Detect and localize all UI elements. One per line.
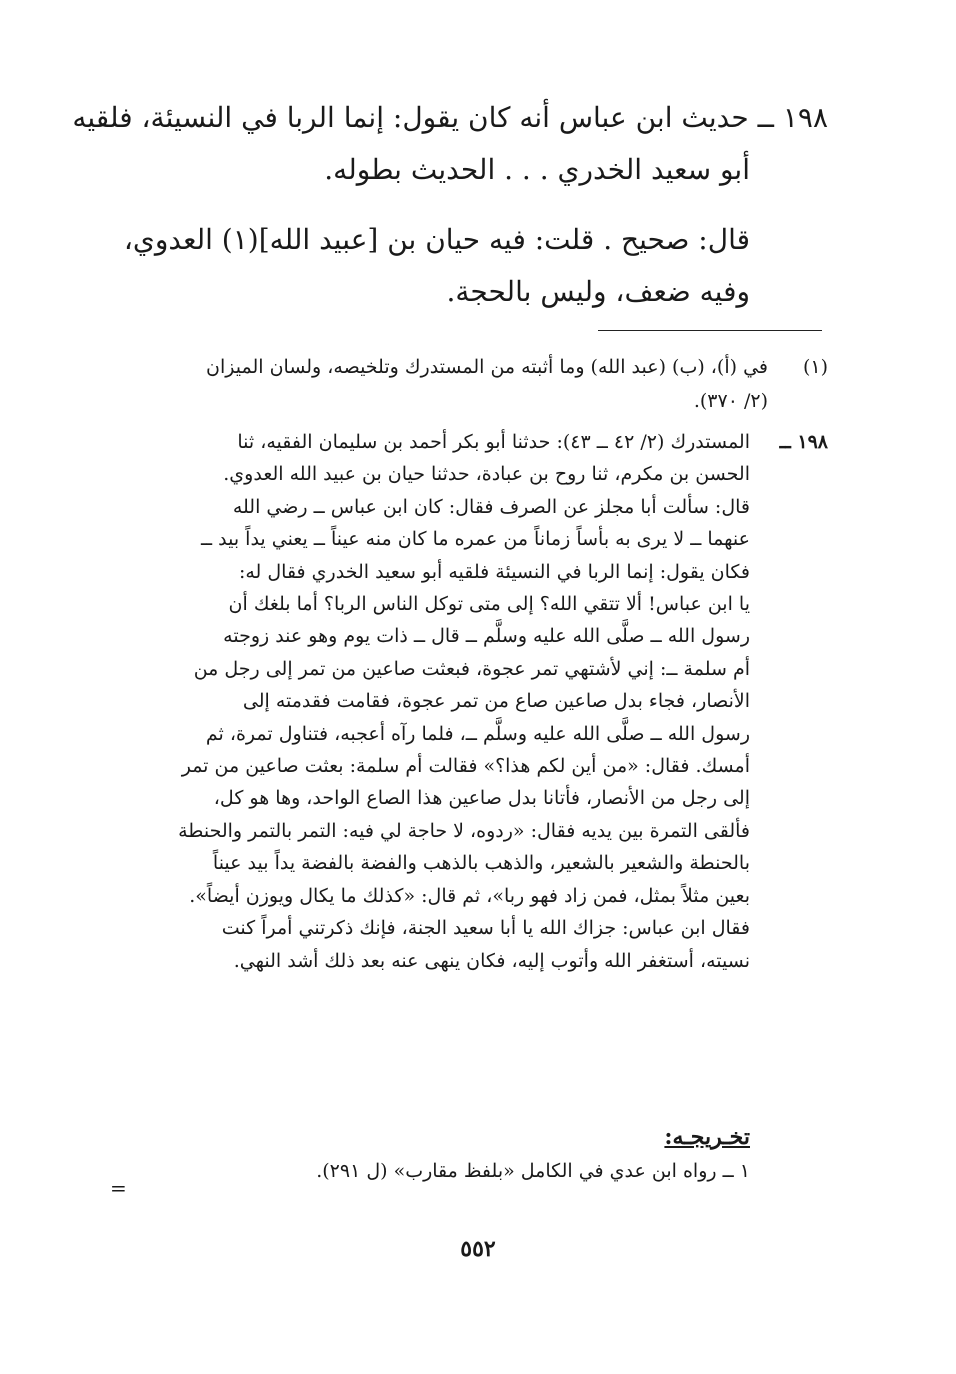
footnote-line: (٢/ ٣٧٠).	[693, 390, 768, 412]
narration-line: إلى رجل من الأنصار، فأتانا بدل صاعين هذا الصاع الواحد، وها هو كل،	[213, 787, 750, 810]
narration-line: يا ابن عباس! ألا تتقي الله؟ إلى متى توكل الناس الربا؟ أما بلغك أن	[228, 593, 750, 616]
narration-number: ١٩٨ ــ	[779, 431, 828, 453]
takhrij-item: ١ ــ رواه ابن عدي في الكامل «بلفظ مقارب» (ل ٢٩١).	[316, 1160, 750, 1182]
narration	[130, 426, 828, 977]
continuation-mark: =	[110, 1176, 127, 1200]
narration-line: الأنصار، فجاء بدل صاعين صاع من تمر عجوة، فقامت فقدمته إلى	[242, 690, 750, 713]
footnote-line: في (أ)، (ب) (عبد الله) وما أثبته من المستدرك وتلخيصه، ولسان الميزان	[206, 356, 768, 378]
main-entry-line: ١٩٨ ــ حديث ابن عباس أنه كان يقول: إنما الربا في النسيئة، فلقيه	[72, 101, 828, 134]
narration-line: بعين مثلاً بمثل، فمن زاد فهو ربا»، ثم قال: «كذلك ما يكال ويوزن أيضاً».	[189, 884, 750, 907]
narration-line: رسول الله ــ صلَّى الله عليه وسلَّم ــ، فلما رآه أعجبه، فتناول تمرة، ثم	[205, 722, 750, 745]
narration-line: فألقى التمرة بين يديه فقال: «ردوه، لا حاجة لي فيه: التمر بالتمر والحنطة	[178, 819, 750, 842]
footnote-separator	[598, 330, 822, 331]
page-number: ٥٥٢	[460, 1236, 496, 1262]
footnote-number: (١)	[802, 356, 828, 378]
narration-line: المستدرك (٢/ ٤٢ ــ ٤٣): حدثنا أبو بكر أحمد بن سليمان الفقيه، ثنا	[237, 431, 750, 453]
narration-line: أم سلمة ــ: إني لأشتهي تمر عجوة، فبعثت صاعين من تمر إلى رجل من	[193, 657, 750, 680]
notes-section	[130, 350, 828, 977]
narration-line: قال: سألت أبا مجلز عن الصرف فقال: كان ابن عباس ــ رضي الله	[232, 495, 750, 518]
main-entry-line: أبو سعيد الخدري . . . الحديث بطوله.	[324, 153, 750, 186]
main-entry	[72, 92, 828, 318]
main-entry-line: قال: صحيح . قلت: فيه حيان بن [عبيد الله](١) العدوي،	[123, 223, 750, 256]
narration-line: أمسك. فقال: «من أين لكم هذا؟» فقالت أم سلمة: بعثت صاعين من تمر	[181, 755, 750, 778]
narration-line: رسول الله ــ صلَّى الله عليه وسلَّم ــ قال ــ ذات يوم وهو عند زوجته	[223, 625, 750, 648]
main-entry-line: وفيه ضعف، وليس بالحجة.	[446, 275, 750, 308]
takhrij-heading: تخـريجـه:	[664, 1124, 750, 1150]
narration-line: فكان يقول: إنما الربا في النسيئة فلقيه أبو سعيد الخدري فقال له:	[238, 560, 750, 583]
narration-line: عنهما ــ لا يرى به بأساً زماناً من عمره ما كان منه عيناً ــ يعني يداً بيد ــ	[200, 528, 750, 551]
narration-line: الحسن بن مكرم، ثنا روح بن عبادة، حدثنا حيان بن عبيد الله العدوي.	[223, 463, 750, 486]
narration-line: نسيته، أستغفر الله وأتوب إليه، فكان ينهى عنه بعد ذلك أشد النهي.	[233, 949, 750, 972]
footnote	[130, 350, 828, 418]
narration-line: فقال ابن عباس: جزاك الله يا أبا سعيد الجنة، فإنك ذكرتني أمراً كنت	[221, 917, 750, 940]
narration-line: بالحنطة والشعير بالشعير، والذهب بالذهب والفضة بالفضة يداً بيد عيناً	[212, 852, 750, 875]
